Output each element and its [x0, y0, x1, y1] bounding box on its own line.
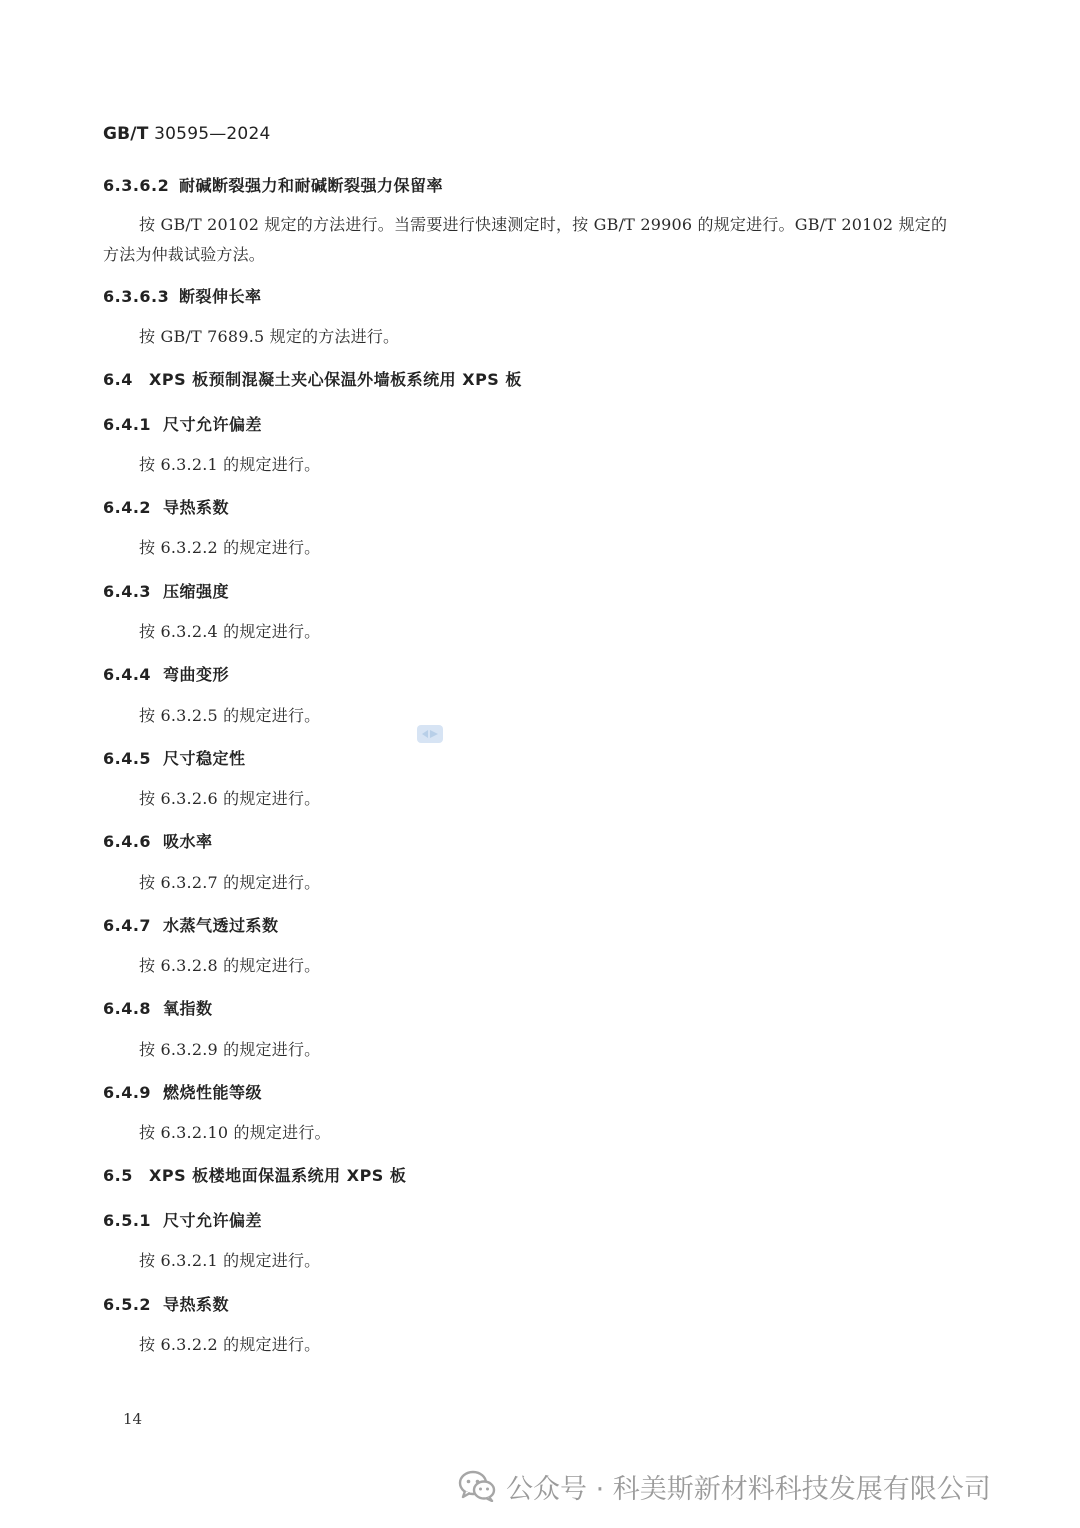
- section-title: 断裂伸长率: [179, 287, 262, 306]
- section-title: 水蒸气透过系数: [163, 916, 279, 935]
- page-number: 14: [123, 1410, 143, 1428]
- section-heading-6-4-5: [103, 746, 246, 769]
- paragraph: 按 6.3.2.5 的规定进行。: [139, 706, 321, 725]
- section-title: 压缩强度: [163, 582, 230, 601]
- section-number: 6.4.3: [103, 582, 152, 601]
- section-title: 弯曲变形: [163, 665, 230, 684]
- section-heading-6-4-2: [103, 495, 229, 518]
- paragraph: 按 6.3.2.2 的规定进行。: [139, 1335, 321, 1354]
- wechat-icon: [458, 1470, 496, 1502]
- section-title: 尺寸允许偏差: [163, 1211, 263, 1230]
- paragraph: 按 6.3.2.8 的规定进行。: [139, 956, 321, 975]
- section-number: 6.5.1: [103, 1211, 152, 1230]
- section-title: XPS 板楼地面保温系统用 XPS 板: [149, 1166, 407, 1185]
- paragraph: 按 GB/T 20102 规定的方法进行。当需要进行快速测定时，按 GB/T 29906 的规定进行。GB/T 20102 规定的方法为仲裁试验方法。: [103, 215, 948, 264]
- section-heading-6-5-2: [103, 1292, 229, 1315]
- section-number: 6.5.2: [103, 1295, 152, 1314]
- section-number: 6.4.7: [103, 916, 152, 935]
- section-heading-6-3-6-3: [103, 284, 262, 307]
- section-title: 尺寸稳定性: [163, 749, 246, 768]
- section-number: 6.4.8: [103, 999, 152, 1018]
- paragraph: 按 6.3.2.4 的规定进行。: [139, 622, 321, 641]
- section-number: 6.4.5: [103, 749, 152, 768]
- section-title: 耐碱断裂强力和耐碱断裂强力保留率: [179, 176, 444, 195]
- paragraph: 按 6.3.2.1 的规定进行。: [139, 1251, 321, 1270]
- paragraph: 按 GB/T 7689.5 规定的方法进行。: [139, 327, 400, 346]
- section-heading-6-4-3: [103, 579, 229, 602]
- paragraph: 按 6.3.2.9 的规定进行。: [139, 1040, 321, 1059]
- section-number: 6.4.2: [103, 498, 152, 517]
- section-heading-6-4-6: [103, 829, 213, 852]
- section-heading-6-4-1: [103, 412, 262, 435]
- section-number: 6.4.1: [103, 415, 152, 434]
- section-title: 燃烧性能等级: [163, 1083, 263, 1102]
- standard-code: [103, 124, 270, 144]
- section-number: 6.3.6.2: [103, 176, 170, 195]
- section-number: 6.4.6: [103, 832, 152, 851]
- section-heading-6-3-6-2: [103, 173, 443, 196]
- watermark-logo: [416, 722, 444, 746]
- paragraph: 按 6.3.2.10 的规定进行。: [139, 1123, 331, 1142]
- paragraph: 按 6.3.2.7 的规定进行。: [139, 873, 321, 892]
- section-heading-6-4-7: [103, 913, 279, 936]
- paragraph: 按 6.3.2.2 的规定进行。: [139, 538, 321, 557]
- paragraph: 按 6.3.2.6 的规定进行。: [139, 789, 321, 808]
- section-title: 导热系数: [163, 1295, 230, 1314]
- standard-code-prefix: GB/T: [103, 124, 149, 144]
- section-heading-6-4-8: [103, 996, 213, 1019]
- section-heading-6-4: [103, 367, 522, 390]
- footer-text: 公众号 · 科美斯新材料科技发展有限公司: [506, 1473, 991, 1505]
- section-title: XPS 板预制混凝土夹心保温外墙板系统用 XPS 板: [149, 370, 522, 389]
- section-heading-6-4-9: [103, 1080, 262, 1103]
- section-number: 6.4: [103, 370, 133, 389]
- section-number: 6.5: [103, 1166, 133, 1185]
- section-number: 6.4.9: [103, 1083, 152, 1102]
- section-title: 尺寸允许偏差: [163, 415, 263, 434]
- section-title: 氧指数: [163, 999, 213, 1018]
- footer-watermark: [458, 1466, 991, 1506]
- section-number: 6.4.4: [103, 665, 152, 684]
- section-heading-6-5: [103, 1163, 406, 1186]
- standard-code-number: 30595—2024: [154, 124, 271, 144]
- paragraph: 按 6.3.2.1 的规定进行。: [139, 455, 321, 474]
- section-number: 6.3.6.3: [103, 287, 170, 306]
- section-title: 吸水率: [163, 832, 213, 851]
- section-heading-6-4-4: [103, 662, 229, 685]
- section-heading-6-5-1: [103, 1208, 262, 1231]
- section-title: 导热系数: [163, 498, 230, 517]
